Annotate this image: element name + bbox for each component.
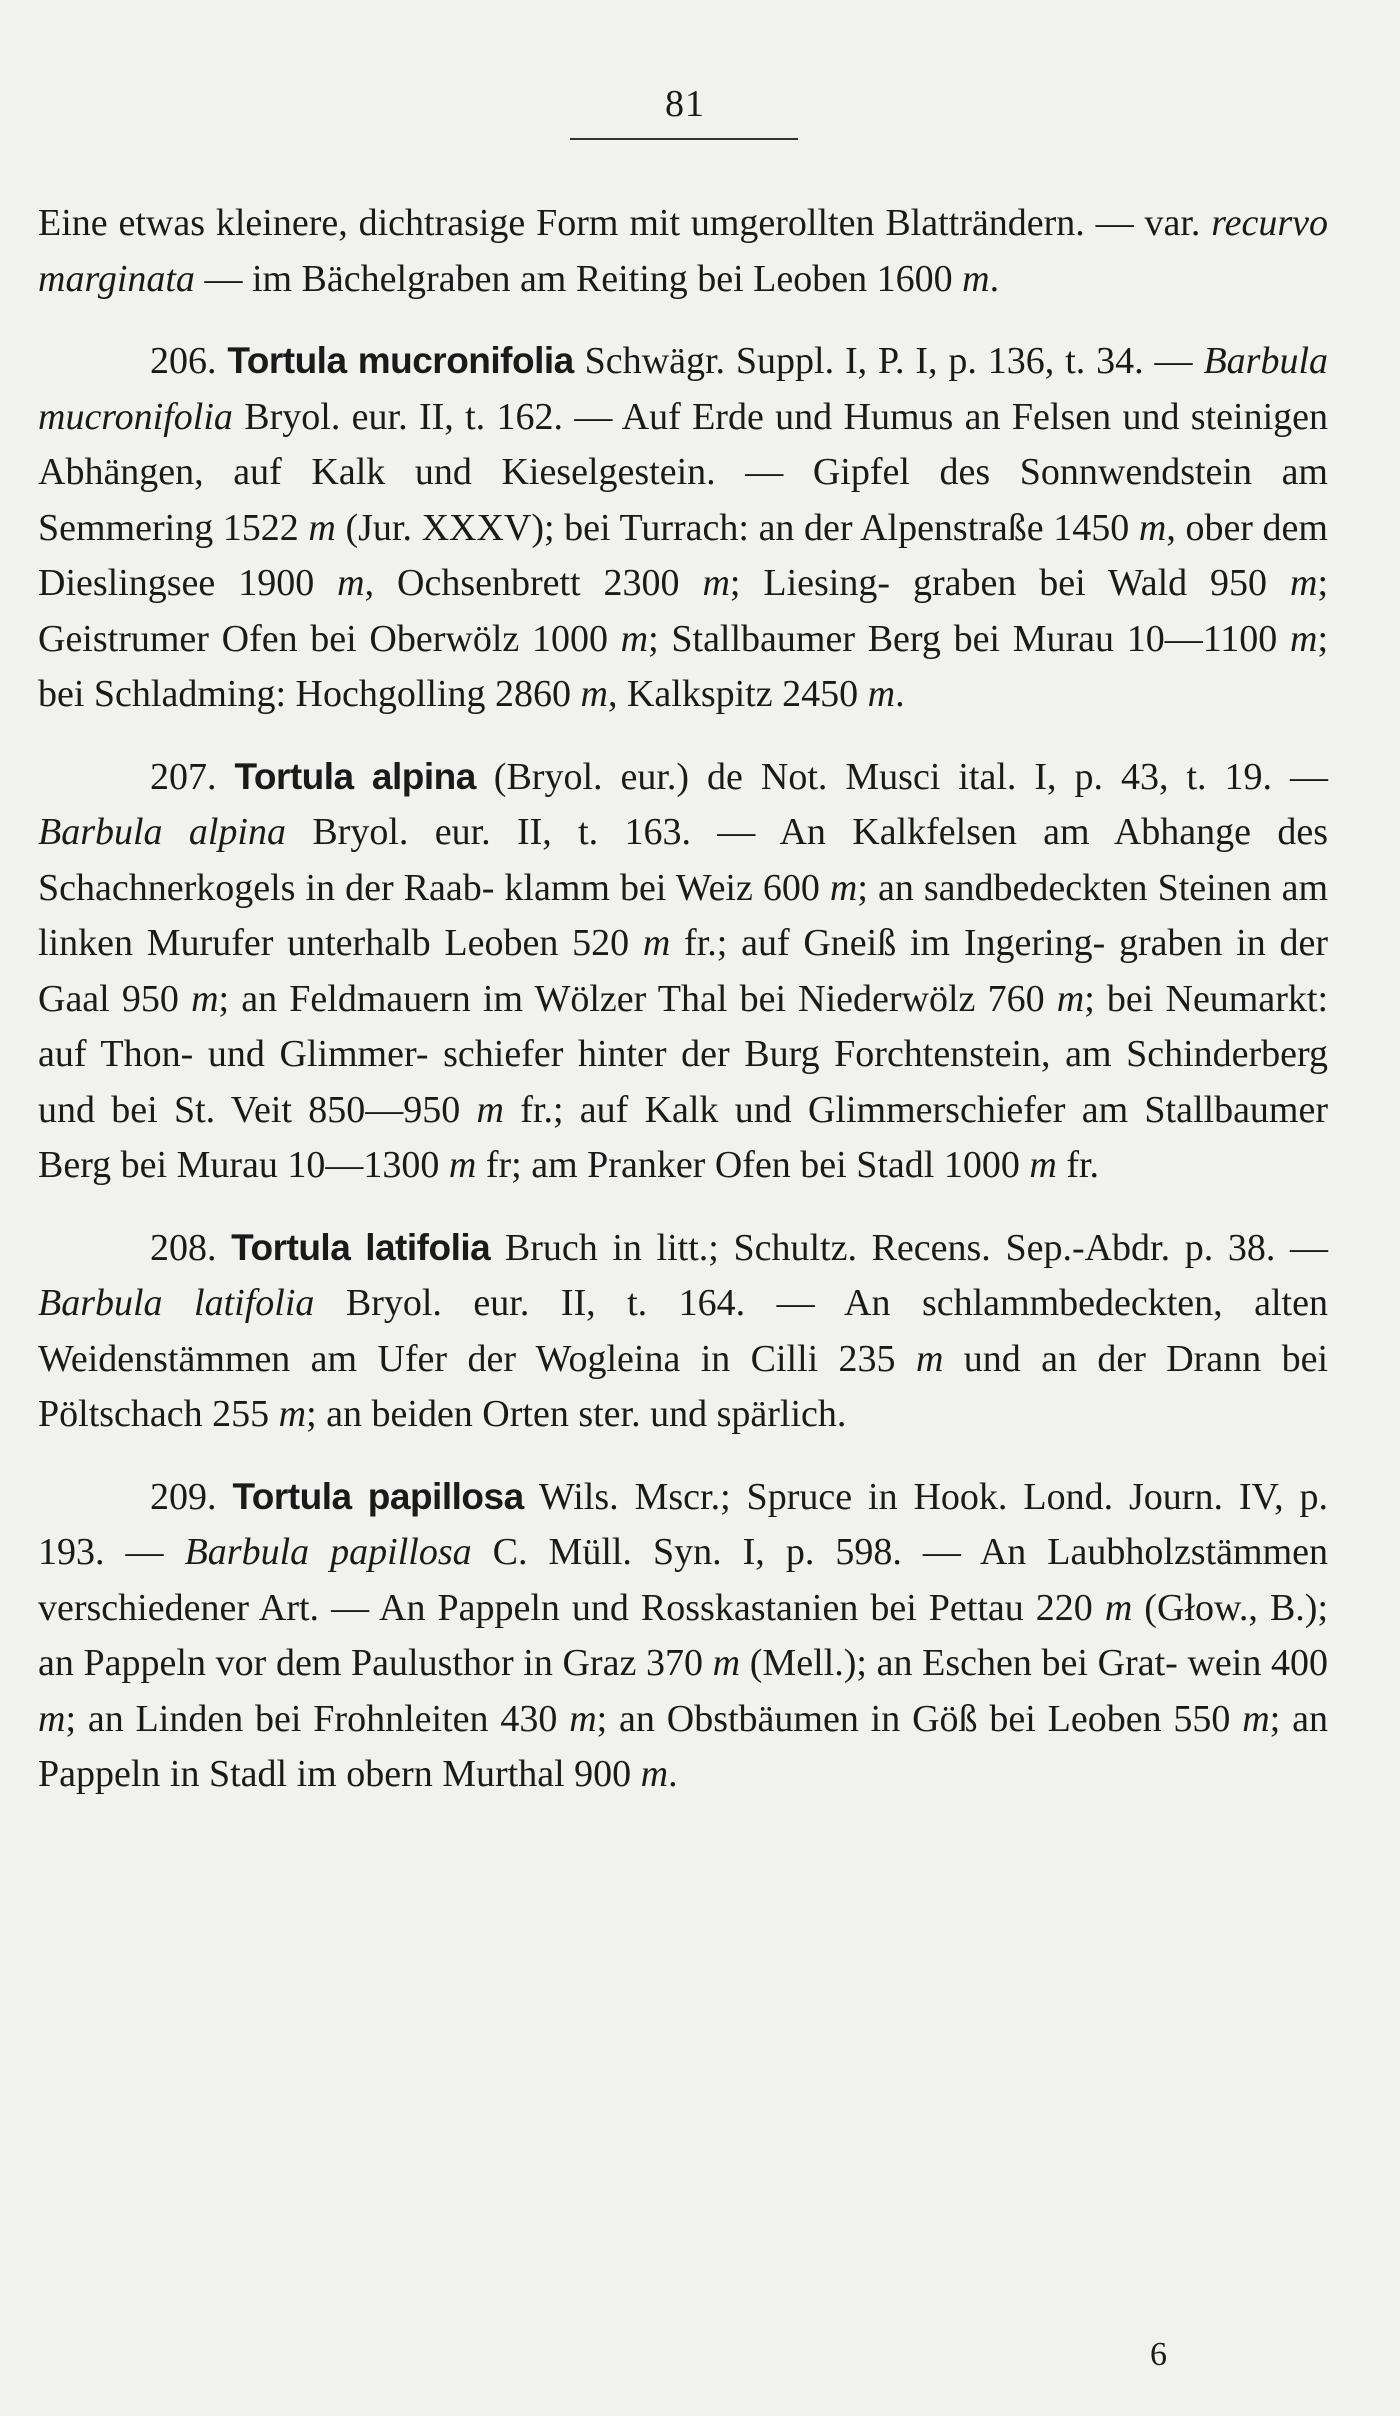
text-run: . <box>989 257 1000 300</box>
text-run: Stallbaumer Berg bei Murau 10—1100 <box>671 617 1290 660</box>
text-run: 209. <box>150 1475 233 1518</box>
text-run: Wils. Mscr.; Spruce in Hook. Lond. <box>523 1475 1130 1518</box>
text-run: Murthal 900 <box>442 1753 641 1795</box>
text-run: ; bei Neumarkt: auf Thon- und Glimmer- <box>38 977 1329 1075</box>
text-run: ; an Pappeln in Stadl im obern <box>38 1697 1328 1795</box>
text-run: Ofen bei Stadl 1000 <box>714 1144 1030 1186</box>
text-run: (Bryol. eur.) de Not. Musci ital. I, <box>475 755 1075 798</box>
text-run: ; Geistrumer Ofen bei Oberwölz 1000 <box>38 562 1328 660</box>
italic-text: m <box>620 617 649 660</box>
text-run: 1522 <box>222 506 309 549</box>
italic-text: m <box>1289 562 1318 604</box>
text-run: klamm bei Weiz 600 <box>504 866 830 909</box>
page-number: 81 <box>665 83 705 125</box>
text-run: Bruch in litt.; Schultz. Recens. <box>490 1226 1006 1269</box>
text-run: fr.; auf Kalk und Glimmerschiefer <box>503 1088 1082 1131</box>
paragraph <box>38 196 1328 307</box>
text-run: graben in der Gaal 950 <box>38 922 1328 1020</box>
text-run: Murufer unterhalb Leoben 520 <box>146 922 643 964</box>
italic-text: m <box>38 1697 66 1740</box>
italic-text: m <box>191 977 219 1020</box>
text-run: dem Paulusthor in Graz 370 <box>275 1642 713 1684</box>
italic-text: m <box>448 1144 477 1186</box>
text-run: fr; am Pranker <box>476 1144 715 1186</box>
italic-text: m <box>278 1393 307 1435</box>
italic-text: Barbula latifolia <box>38 1282 315 1324</box>
text-run: Wogleina in Cilli 235 <box>535 1337 916 1380</box>
text-run: Kalkfelsen am Abhange des Schachnerkogels in der Raab- <box>38 811 1328 909</box>
text-run: ; an Linden bei Frohnleiten 430 <box>65 1697 570 1740</box>
text-run: (Jur. XXXV); bei Turrach: an der Alpenstraße 1450 <box>335 506 1139 549</box>
text-run: . <box>668 1753 678 1795</box>
text-run: p. 43, t. 19. — <box>1074 755 1328 798</box>
paragraph <box>38 1469 1328 1803</box>
text-run: graben bei Wald 950 <box>912 562 1290 604</box>
text-run: Eine etwas kleinere, dichtrasige Form mit umgerollten <box>38 202 886 244</box>
text-run: Rosskastanien bei Pettau 220 <box>640 1586 1105 1629</box>
italic-text: m <box>712 1642 741 1684</box>
text-run: ; bei Schladming: <box>38 617 1328 715</box>
text-run: bei St. Veit 850—950 <box>111 1088 477 1131</box>
text-run: (Mell.); an Eschen bei Grat- <box>740 1642 1188 1684</box>
italic-text: m <box>1029 1144 1057 1186</box>
text-run: ; an sandbedeckten Steinen am linken <box>38 866 1329 964</box>
text-run: Bryol. eur. II, t. 164. — <box>314 1282 845 1324</box>
text-run: schiefer hinter der Burg Forchtenstein, am Schinderberg und <box>38 1033 1328 1131</box>
italic-text: m <box>569 1697 597 1740</box>
text-run: , Kalkspitz 2450 <box>607 673 868 715</box>
text-run: Sep.-Abdr. p. 38. — <box>1005 1226 1329 1269</box>
italic-text: m <box>1138 506 1167 549</box>
italic-text: m <box>476 1088 504 1131</box>
text-run: ; <box>648 617 672 660</box>
text-run: , <box>1166 506 1186 549</box>
text-run: wein 400 <box>1187 1642 1328 1684</box>
text-run: in Göß bei Leoben 550 <box>870 1697 1243 1740</box>
species-name: Tortula papillosa <box>232 1475 524 1517</box>
italic-text: Barbula mucronifolia <box>38 340 1328 438</box>
text-run: Niederwölz 760 <box>798 977 1057 1020</box>
text-run: 255 <box>212 1393 279 1435</box>
italic-text: m <box>1056 977 1085 1020</box>
text-run: und an der Drann bei Pöltschach <box>38 1337 1328 1435</box>
italic-text: m <box>829 866 858 909</box>
text-run: Erde und Humus an Felsen und steinigen Abhängen, auf Kalk <box>38 395 1328 493</box>
text-run: fr.; auf Gneiß im Ingering- <box>670 922 1119 964</box>
italic-text: m <box>702 562 730 604</box>
italic-text: m <box>1242 1697 1270 1740</box>
signature-mark: 6 <box>1150 2336 1167 2373</box>
italic-text: recurvo marginata <box>38 202 1328 300</box>
text-run: ; an beiden Orten ster. und spärlich. <box>306 1393 847 1435</box>
italic-text: m <box>1289 617 1318 660</box>
text-run: — im Bächelgraben am <box>194 257 576 300</box>
text-run: An schlammbedeckten, alten Weidenstämmen am Ufer der <box>38 1282 1328 1380</box>
body-text <box>38 196 1328 1829</box>
species-name: Tortula mucronifolia <box>227 340 574 381</box>
paragraph <box>38 1220 1328 1443</box>
paragraph <box>38 333 1328 723</box>
text-run: Blatträndern. — var. <box>885 202 1212 244</box>
text-run: 207. <box>150 755 235 798</box>
text-run: ; an Obstbäumen <box>596 1697 871 1740</box>
text-run: C. Müll. Syn. I, p. 598. — <box>471 1531 980 1573</box>
text-run: Journ. IV, p. 193. — <box>38 1475 1329 1573</box>
italic-text: m <box>915 1337 944 1380</box>
text-run: am Stallbaumer Berg bei Murau 10—1300 <box>38 1088 1329 1186</box>
text-run: ; an Feldmauern im Wölzer Thal bei <box>218 977 799 1020</box>
text-run: Bryol. eur. II, t. 162. — Auf <box>232 395 693 438</box>
text-run: 208. <box>150 1226 232 1269</box>
text-run: An Laubholzstämmen verschiedener Art. — An Pappeln und <box>38 1531 1328 1629</box>
species-name: Tortula alpina <box>234 755 476 797</box>
paragraph <box>38 749 1328 1194</box>
text-run: 206. <box>150 340 228 382</box>
text-run: Hochgolling 2860 <box>295 673 581 715</box>
text-run: ; Liesing- <box>729 562 913 604</box>
text-run: Schwägr. Suppl. I, P. I, p. 136, <box>573 340 1066 382</box>
italic-text: m <box>962 257 990 300</box>
italic-text: m <box>308 506 336 549</box>
species-name: Tortula latifolia <box>231 1226 491 1268</box>
text-run: fr. <box>1056 1144 1100 1186</box>
italic-text: m <box>337 562 365 604</box>
italic-text: Barbula alpina <box>38 811 286 853</box>
text-run: . <box>895 673 905 715</box>
text-run: , Ochsenbrett 2300 <box>364 562 703 604</box>
text-run: t. 34. — <box>1065 340 1204 382</box>
italic-text: m <box>1104 1586 1133 1629</box>
text-run: ober dem Dieslingsee 1900 <box>38 506 1328 604</box>
text-run: (Głow., B.); an Pappeln vor <box>38 1586 1329 1684</box>
text-run: Reiting bei Leoben 1600 <box>575 257 963 300</box>
italic-text: m <box>580 673 608 715</box>
italic-text: m <box>642 922 671 964</box>
text-run: Bryol. eur. II, t. 163. — An <box>286 811 853 853</box>
italic-text: m <box>867 673 896 715</box>
italic-text: m <box>640 1753 669 1795</box>
text-run: und Kieselgestein. — Gipfel des Sonnwendstein am Semmering <box>38 451 1328 549</box>
header-rule <box>570 138 798 140</box>
italic-text: Barbula papillosa <box>184 1531 472 1573</box>
